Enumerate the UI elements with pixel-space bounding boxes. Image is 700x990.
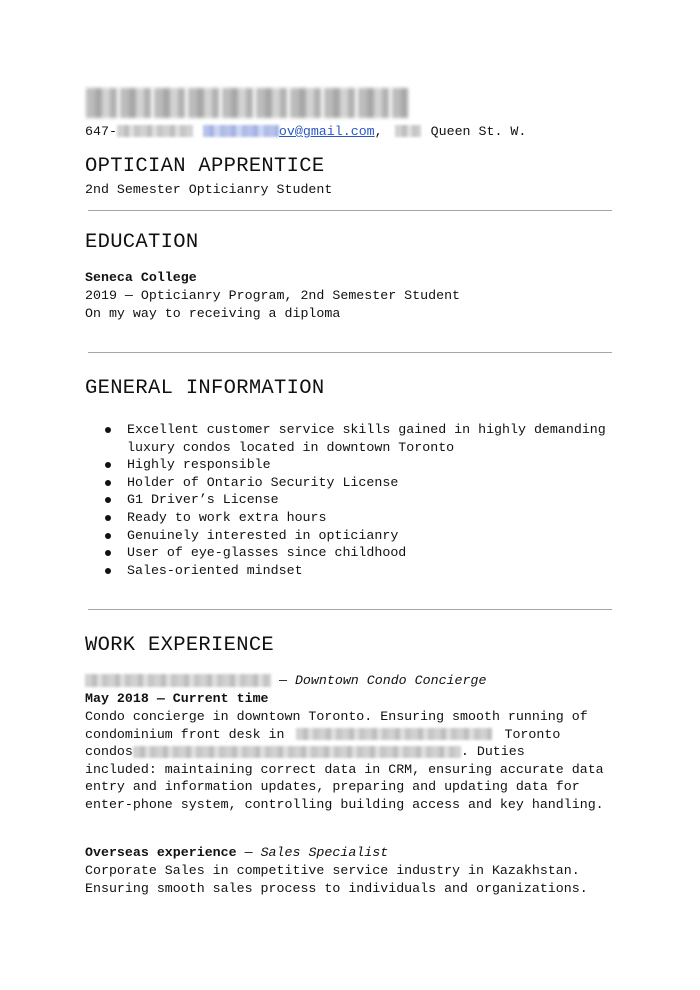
list-item: Excellent customer service skills gained in highly demanding: [85, 421, 606, 439]
job1-line-1: Condo concierge in downtown Toronto. Ensuring smooth running of: [85, 709, 588, 724]
bullet-icon: [105, 462, 111, 468]
bullet-icon: [105, 515, 111, 521]
list-item-continuation: luxury condos located in downtown Toronto: [127, 439, 455, 455]
job1-line-3: condos . Duties: [85, 744, 525, 760]
job2-company: Overseas experience: [85, 845, 237, 860]
list-item: Holder of Ontario Security License: [85, 474, 606, 492]
job1-dash: —: [271, 673, 295, 688]
job2-role: Sales Specialist: [260, 845, 389, 860]
contact-separator: ,: [374, 124, 383, 139]
bullet-icon: [105, 550, 111, 556]
list-item: Ready to work extra hours: [85, 509, 606, 527]
contact-line: [85, 124, 526, 140]
redacted-address: [296, 728, 492, 740]
list-item: G1 Driver’s License: [85, 491, 606, 509]
job1-header: [85, 672, 486, 690]
redacted-employer: [85, 674, 271, 687]
bullet-icon: [105, 480, 111, 486]
general-list: [85, 421, 606, 579]
job1-line-6: enter-phone system, controlling building access and key handling.: [85, 796, 604, 812]
job1-line-5: entry and information updates, preparing and updating data for: [85, 779, 580, 795]
job2-line-2: Ensuring smooth sales process to individuals and organizations.: [85, 880, 588, 896]
job-title: OPTICIAN APPRENTICE: [85, 155, 325, 178]
job1-line-4: included: maintaining correct data in CRM, ensuring accurate data: [85, 761, 604, 777]
list-item: Sales-oriented mindset: [85, 562, 606, 580]
list-item: Highly responsible: [85, 456, 606, 474]
redacted-phone: [117, 125, 193, 137]
school-name: Seneca College: [85, 270, 197, 285]
redacted-name: [86, 88, 408, 118]
redacted-street-number: [395, 125, 421, 137]
job1-line-2: condominium front desk in Toronto: [85, 726, 561, 742]
divider-2: [88, 352, 612, 353]
bullet-icon: [105, 568, 111, 574]
program-line: 2019 — Opticianry Program, 2nd Semester Student: [85, 288, 461, 303]
bullet-icon: [105, 497, 111, 503]
diploma-note: On my way to receiving a diploma: [85, 306, 341, 321]
street-name: Queen St. W.: [430, 124, 527, 139]
job2-header: [85, 844, 388, 862]
email-link[interactable]: ov@gmail.com: [278, 124, 375, 139]
list-item: Genuinely interested in opticianry: [85, 527, 606, 545]
phone-prefix: 647-: [85, 124, 117, 139]
bullet-icon: [105, 533, 111, 539]
bullet-icon: [105, 427, 111, 433]
redacted-email-user: [203, 125, 279, 137]
job2-description: [85, 862, 588, 897]
job2-line-1: Corporate Sales in competitive service industry in Kazakhstan.: [85, 863, 580, 878]
redacted-condo-details: [133, 746, 461, 758]
job2-dash: —: [236, 845, 261, 860]
work-heading: WORK EXPERIENCE: [85, 634, 275, 657]
job-subtitle: 2nd Semester Opticianry Student: [85, 182, 333, 197]
list-item: User of eye-glasses since childhood: [85, 544, 606, 562]
job1-role: Downtown Condo Concierge: [294, 673, 487, 688]
divider-3: [88, 609, 612, 610]
job1-period: May 2018 — Current time: [85, 691, 269, 706]
job1-description: [85, 708, 604, 814]
divider-1: [88, 210, 612, 211]
general-heading: GENERAL INFORMATION: [85, 377, 325, 400]
education-heading: EDUCATION: [85, 231, 199, 254]
